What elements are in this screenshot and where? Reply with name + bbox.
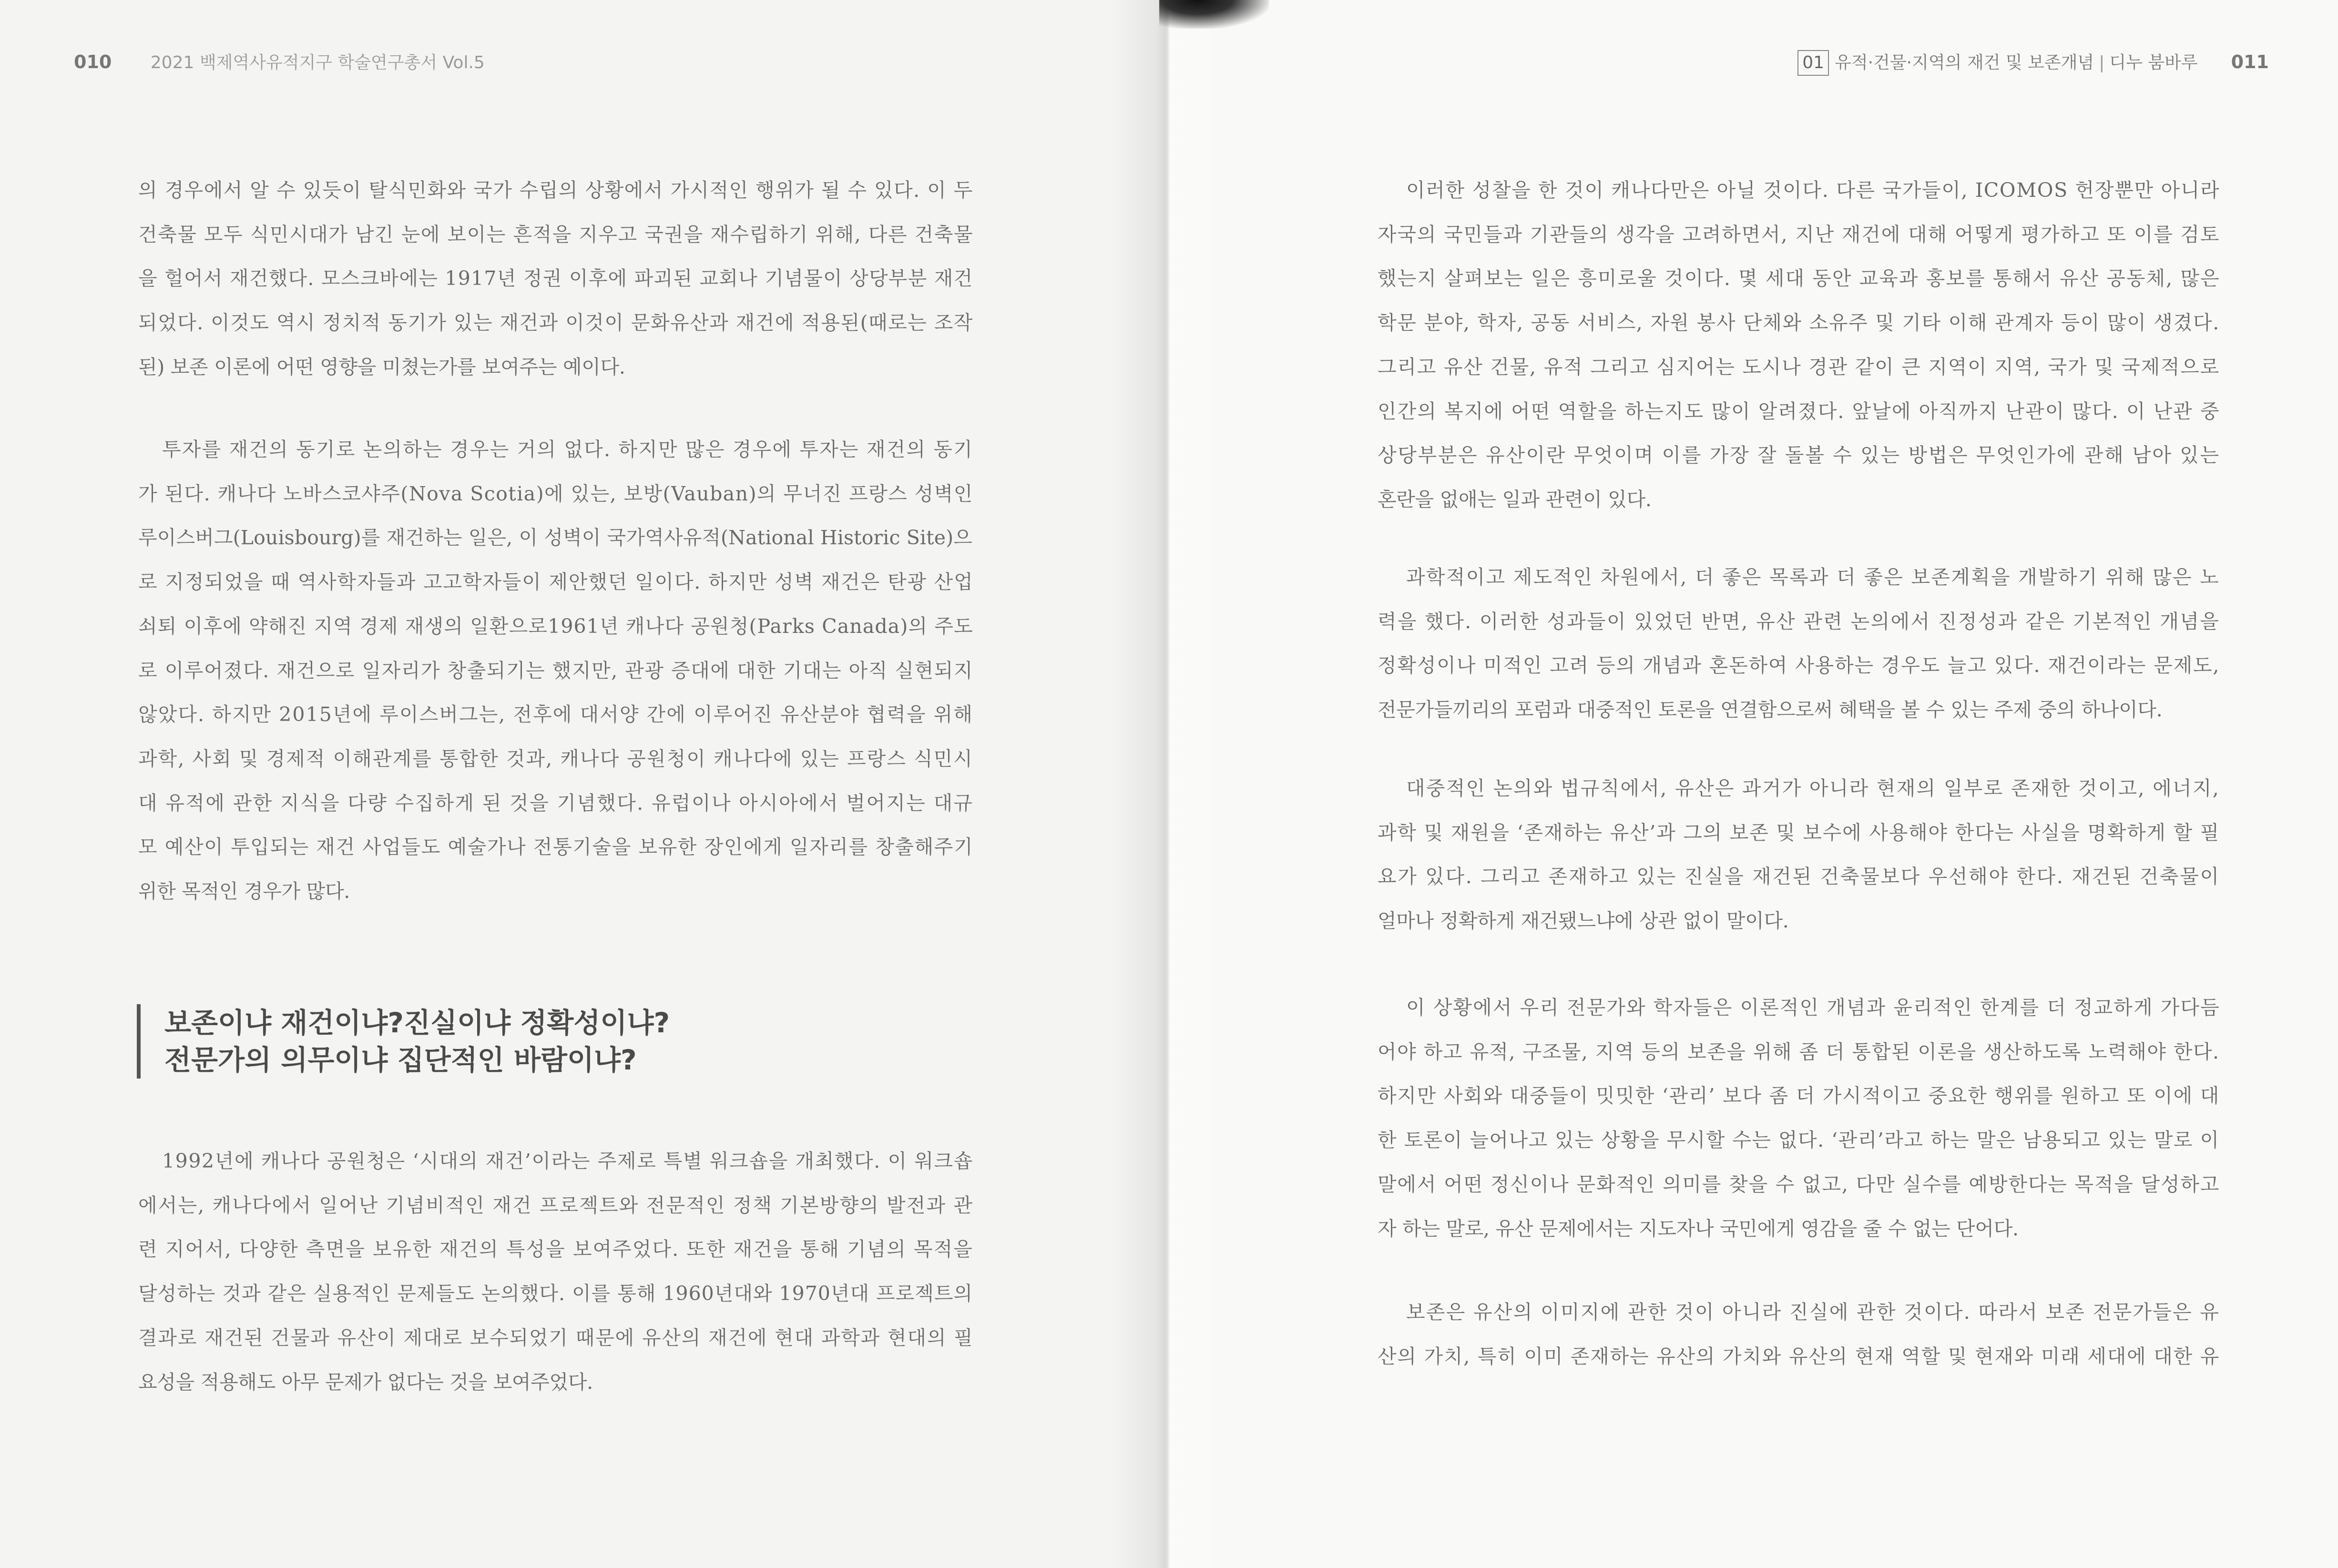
text-line: 요성을 적용해도 아무 문제가 없다는 것을 보여주었다. [138,1370,593,1394]
text-line: 어야 하고 유적, 구조물, 지역 등의 보존을 위해 좀 더 통합된 이론을 생산하도록 노력해야 한다. [1378,1040,2220,1063]
series-title: 2021 백제역사유적지구 학술연구총서 Vol.5 [150,53,485,72]
text-line: 그리고 유산 건물, 유적 그리고 심지어는 도시나 경관 같이 큰 지역이 지역, 국가 및 국제적으로 [1378,355,2220,378]
text-line: 자국의 국민들과 기관들의 생각을 고려하면서, 지난 재건에 대해 어떻게 평가하고 또 이를 검토 [1378,223,2220,246]
text-line: 투자를 재건의 동기로 논의하는 경우는 거의 없다. 하지만 많은 경우에 투자는 재건의 동기 [162,438,974,461]
text-line: 로 지정되었을 때 역사학자들과 고고학자들이 제안했던 일이다. 하지만 성벽 재건은 탄광 산업 [138,570,974,594]
text-line: 이러한 성찰을 한 것이 캐나다만은 아닐 것이다. 다른 국가들이, ICOMOS 헌장뿐만 아니라 [1406,179,2220,202]
right-paragraph-1 [1378,168,2219,522]
text-line: 건축물 모두 식민시대가 남긴 눈에 보이는 흔적을 지우고 국권을 재수립하기 위해, 다른 건축물 [138,223,973,246]
right-paragraph-5 [1378,1290,2219,1378]
left-running-head [74,48,485,76]
section-heading-line-1: 보존이냐 재건이냐?진실이냐 정확성이냐? [164,1007,670,1039]
book-gutter [1111,0,1225,1568]
left-paragraph-2 [138,428,972,914]
text-line: 에서는, 캐나다에서 일어난 기념비적인 재건 프로젝트와 전문적인 정책 기본방향의 발전과 관 [138,1193,974,1217]
left-page-number: 010 [74,51,112,72]
chapter-author: 디누 붐바루 [2109,53,2198,72]
text-line: 하지만 사회와 대중들이 밋밋한 ‘관리’ 보다 좀 더 가시적이고 중요한 행위를 원하고 또 이에 대 [1378,1084,2220,1108]
text-line: 달성하는 것과 같은 실용적인 문제들도 논의했다. 이를 통해 1960년대와 1970년대 프로젝트의 [138,1282,973,1305]
text-line: 보존은 유산의 이미지에 관한 것이 아니라 진실에 관한 것이다. 따라서 보존 전문가들은 유 [1406,1301,2220,1324]
text-line: 모 예산이 투입되는 재건 사업들도 예술가나 전통기술을 보유한 장인에게 일자리를 창출해주기 [138,835,974,859]
text-line: 대중적인 논의와 법규칙에서, 유산은 과거가 아니라 현재의 일부로 존재한 것이고, 에너지, [1406,777,2220,800]
text-line: 대 유적에 관한 지식을 다량 수집하게 된 것을 기념했다. 유럽이나 아시아에서 벌어지는 대규 [138,791,974,815]
text-line: 인간의 복지에 어떤 역할을 하는지도 많이 알려졌다. 앞날에 아직까지 난관이 많다. 이 난관 중 [1378,399,2220,423]
right-paragraph-4 [1378,986,2219,1251]
text-line: 을 헐어서 재건했다. 모스크바에는 1917년 정권 이후에 파괴된 교회나 기념물이 상당부분 재건 [138,267,973,290]
section-heading-line-2: 전문가의 의무이냐 집단적인 바람이냐? [164,1044,637,1076]
right-paragraph-2 [1378,555,2219,732]
text-line: 학문 분야, 학자, 공동 서비스, 자원 봉사 단체와 소유주 및 기타 이해 관계자 등이 많이 생겼다. [1378,311,2220,335]
text-line: 련 지어서, 다양한 측면을 보유한 재건의 특성을 보여주었다. 또한 재건을 통해 기념의 목적을 [138,1238,973,1261]
text-line: 말에서 어떤 정신이나 문화적인 의미를 찾을 수 없고, 다만 실수를 예방한다는 목적을 달성하고 [1378,1172,2220,1196]
text-line: 이 상황에서 우리 전문가와 학자들은 이론적인 개념과 윤리적인 한계를 더 정교하게 가다듬 [1406,996,2220,1019]
text-line: 1992년에 캐나다 공원청은 ‘시대의 재건’이라는 주제로 특별 워크숍을 개최했다. 이 워크숍 [162,1150,973,1172]
right-running-head [1797,48,2269,76]
chapter-title: 유적·건물·지역의 재건 및 보존개념 [1835,53,2094,72]
section-heading [137,1004,1022,1079]
left-paragraph-3 [138,1139,972,1404]
text-line: 쇠퇴 이후에 약해진 지역 경제 재생의 일환으로1961년 캐나다 공원청(Parks Canada)의 주도 [138,614,973,638]
running-head-separator: | [2099,53,2105,72]
text-line: 했는지 살펴보는 일은 흥미로울 것이다. 몇 세대 동안 교육과 홍보를 통해서 유산 공동체, 많은 [1378,267,2220,290]
text-line: 된) 보존 이론에 어떤 영향을 미쳤는가를 보여주는 예이다. [138,355,625,378]
text-line: 과학적이고 제도적인 차원에서, 더 좋은 목록과 더 좋은 보존계획을 개발하기 위해 많은 노 [1406,566,2220,589]
text-line: 로 이루어졌다. 재건으로 일자리가 창출되기는 했지만, 관광 증대에 대한 기대는 아직 실현되지 [138,659,973,682]
text-line: 가 된다. 캐나다 노바스코샤주(Nova Scotia)에 있는, 보방(Vauban)의 무너진 프랑스 성벽인 [138,482,973,505]
right-paragraph-3 [1378,766,2219,943]
text-line: 않았다. 하지만 2015년에 루이스버그는, 전후에 대서양 간에 이루어진 유산분야 협력을 위해 [138,703,974,726]
text-line: 산의 가치, 특히 이미 존재하는 유산의 가치와 유산의 현재 역할 및 현재와 미래 세대에 대한 유 [1378,1344,2220,1368]
text-line: 되었다. 이것도 역시 정치적 동기가 있는 재건과 이것이 문화유산과 재건에 적용된(때로는 조작 [138,311,973,335]
text-line: 과학, 사회 및 경제적 이해관계를 통합한 것과, 캐나다 공원청이 캐나다에 있는 프랑스 식민시 [138,747,973,770]
right-page-number: 011 [2231,51,2269,72]
text-line: 정확성이나 미적인 고려 등의 개념과 혼돈하여 사용하는 경우도 늘고 있다. 재건이라는 문제도, [1378,654,2220,677]
text-line: 루이스버그(Louisbourg)를 재건하는 일은, 이 성벽이 국가역사유적(National Historic Site)으 [138,526,972,550]
left-paragraph-1 [138,168,972,389]
text-line: 력을 했다. 이러한 성과들이 있었던 반면, 유산 관련 논의에서 진정성과 같은 기본적인 개념을 [1378,610,2220,633]
text-line: 전문가들끼리의 포럼과 대중적인 토론을 연결함으로써 혜택을 볼 수 있는 주제 중의 하나이다. [1378,698,2163,722]
text-line: 상당부분은 유산이란 무엇이며 이를 가장 잘 돌볼 수 있는 방법은 무엇인가에 관해 남아 있는 [1378,444,2220,467]
text-line: 요가 있다. 그리고 존재하고 있는 진실을 재건된 건축물보다 우선해야 한다. 재건된 건축물이 [1378,865,2220,888]
text-line: 결과로 재건된 건물과 유산이 제대로 보수되었기 때문에 유산의 재건에 현대 과학과 현대의 필 [138,1326,974,1349]
text-line: 위한 목적인 경우가 많다. [138,880,350,903]
text-line: 얼마나 정확하게 재건됐느냐에 상관 없이 말이다. [1378,909,1789,933]
text-line: 한 토론이 늘어나고 있는 상황을 무시할 수는 없다. ‘관리’라고 하는 말은 남용되고 있는 말로 이 [1378,1129,2220,1152]
text-line: 자 하는 말로, 유산 문제에서는 지도자나 국민에게 영감을 줄 수 없는 단어다. [1378,1217,2019,1240]
text-line: 혼란을 없애는 일과 관련이 있다. [1378,488,1652,511]
text-line: 의 경우에서 알 수 있듯이 탈식민화와 국가 수립의 상황에서 가시적인 행위가 될 수 있다. 이 두 [138,179,973,202]
gutter-shadow [1159,0,1269,29]
text-line: 과학 및 재원을 ‘존재하는 유산’과 그의 보존 및 보수에 사용해야 한다는 사실을 명확하게 할 필 [1378,821,2220,844]
chapter-number: 01 [1797,50,1829,76]
